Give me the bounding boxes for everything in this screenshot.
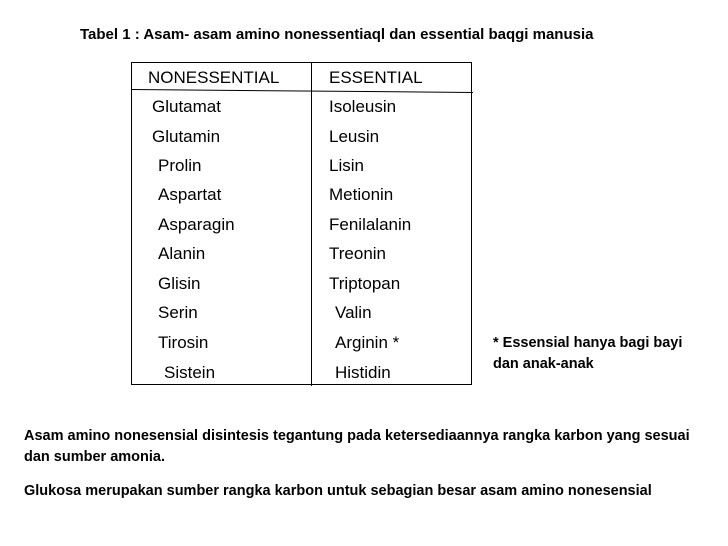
essential-item: Leusin <box>329 127 380 146</box>
nonessential-item: Serin <box>158 303 198 322</box>
nonessential-item: Sistein <box>164 363 216 382</box>
table-caption: Tabel 1 : Asam- asam amino nonessentiaql dan essential baqgi manusia <box>80 26 594 43</box>
nonessential-item: Glutamat <box>152 97 221 116</box>
essential-item: Valin <box>335 303 372 322</box>
paragraph: Glukosa merupakan sumber rangka karbon untuk sebagian besar asam amino nonesensial <box>24 483 652 499</box>
nonessential-item: Prolin <box>158 156 202 175</box>
header-essential: ESSENTIAL <box>329 68 423 87</box>
paragraph: Asam amino nonesensial disintesis tegantung pada ketersediaannya rangka karbon yang sesuai dan sumber amonia. <box>24 428 690 465</box>
essential-item: Lisin <box>329 156 364 175</box>
column-divider <box>311 63 312 386</box>
nonessential-item: Tirosin <box>158 333 209 352</box>
nonessential-item: Glutamin <box>152 127 221 146</box>
essential-item: Fenilalanin <box>329 215 412 234</box>
footnote: * Essensial hanya bagi bayi dan anak-anak <box>493 335 683 372</box>
nonessential-item: Glisin <box>158 274 201 293</box>
header-nonessential: NONESSENTIAL <box>148 68 280 87</box>
essential-item: Isoleusin <box>329 97 397 116</box>
essential-item: Triptopan <box>329 274 401 293</box>
essential-item: Metionin <box>329 185 394 204</box>
essential-item: Histidin <box>335 363 391 382</box>
essential-item: Treonin <box>329 244 387 263</box>
essential-item: Arginin * <box>335 333 400 352</box>
nonessential-item: Alanin <box>158 244 206 263</box>
header-divider <box>132 89 473 93</box>
nonessential-item: Aspartat <box>158 185 222 204</box>
nonessential-item: Asparagin <box>158 215 235 234</box>
